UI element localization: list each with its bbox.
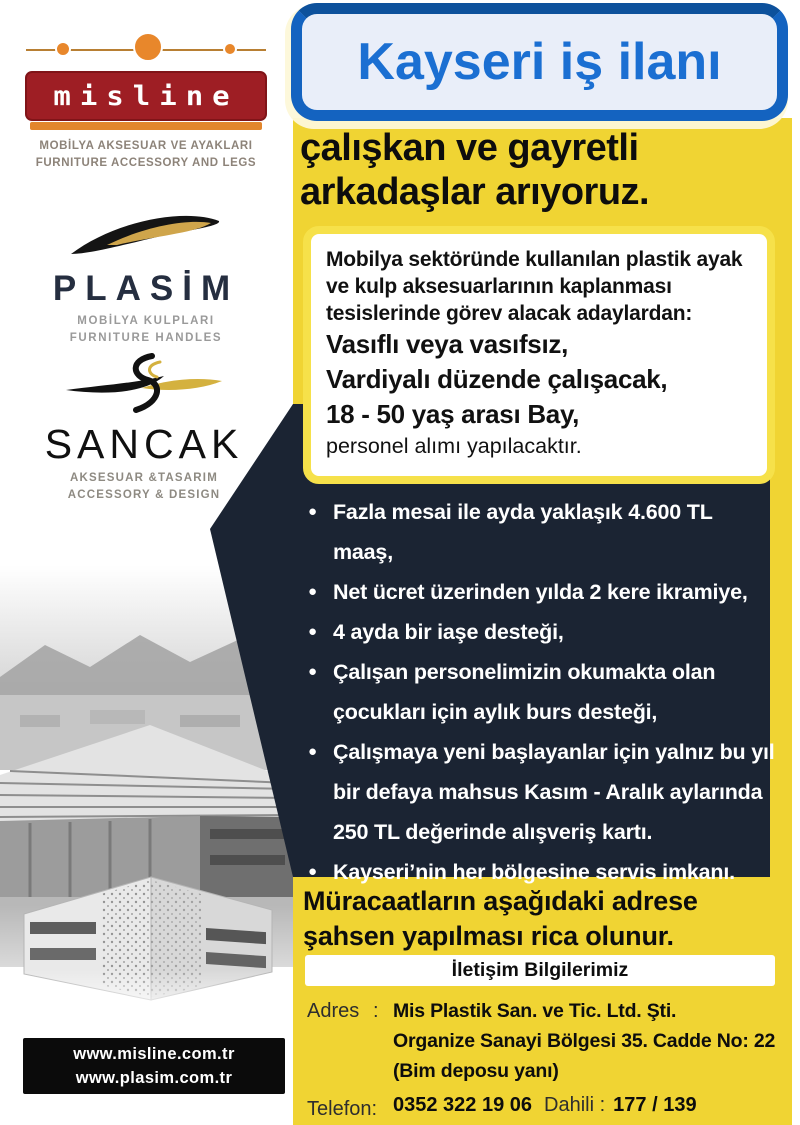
requirement-line3: 18 - 50 yaş arası Bay, — [326, 399, 580, 429]
application-line2: şahsen yapılması rica olunur. — [303, 921, 674, 951]
extension-numbers: 177 / 139 — [613, 1094, 697, 1116]
contact-header: İletişim Bilgilerimiz — [451, 959, 629, 981]
benefit-item: ● Fazla mesai ile ayda yaklaşık 4.600 TL maaş, — [308, 492, 776, 572]
requirement-line2: Vardiyalı düzende çalışacak, — [326, 364, 668, 394]
plasim-wordmark: PLASİM — [52, 269, 240, 308]
website-misline: www.misline.com.tr — [73, 1045, 235, 1063]
address-row — [307, 996, 789, 1086]
intro-closing: personel alımı yapılacaktır. — [326, 434, 582, 458]
plasim-swoosh-icon — [61, 206, 231, 262]
title-badge — [291, 3, 788, 121]
contact-block — [307, 996, 789, 1124]
benefit-item: ● Net ücret üzerinden yılda 2 kere ikramiye, — [308, 572, 776, 612]
extension-label: Dahili : — [544, 1094, 606, 1116]
benefit-item: ● 4 ayda bir iaşe desteği, — [308, 612, 776, 652]
benefit-item: ● Çalışan personelimizin okumakta olan çocukları için aylık burs desteği, — [308, 652, 776, 732]
sancak-caption-en: ACCESSORY & DESIGN — [67, 489, 221, 501]
page-title: Kayseri iş ilanı — [357, 33, 722, 91]
benefits-list — [308, 492, 776, 892]
requirement-line1: Vasıflı veya vasıfsız, — [326, 329, 569, 359]
benefit-item: ● Kayseri’nin her bölgesine servis imkanı. — [308, 852, 776, 892]
plasim-caption-en: FURNITURE HANDLES — [69, 332, 223, 344]
headline-line1: çalışkan ve gayretli — [300, 127, 639, 169]
sancak-caption-tr: AKSESUAR &TASARIM — [70, 472, 218, 484]
application-line1: Müracaatların aşağıdaki adrese — [303, 886, 698, 916]
benefit-item: ● Çalışmaya yeni başlayanlar için yalnız bu yıl bir defaya mahsus Kasım - Aralık aylarında 250 TL değerinde alışveriş kartı. — [308, 732, 776, 852]
sancak-wordmark: SANCAK — [44, 421, 244, 467]
websites-bar — [23, 1038, 285, 1094]
headline — [300, 126, 782, 214]
phone-row — [307, 1094, 789, 1124]
address-label: Adres — [307, 1000, 360, 1022]
address-line1: Mis Plastik San. ve Tic. Ltd. Şti. — [393, 1000, 677, 1022]
website-plasim: www.plasim.com.tr — [75, 1069, 233, 1087]
misline-logo-ornament-icon — [18, 28, 274, 66]
application-heading — [303, 884, 785, 954]
contact-header-bar — [305, 955, 775, 986]
misline-wordmark-box — [25, 71, 267, 121]
misline-logo — [18, 28, 274, 172]
phone-number: 0352 322 19 06 — [393, 1094, 533, 1116]
misline-caption-en: FURNITURE ACCESSORY AND LEGS — [35, 157, 257, 169]
misline-caption-tr: MOBİLYA AKSESUAR VE AYAKLARI — [39, 140, 253, 152]
headline-line2: arkadaşlar arıyoruz. — [300, 171, 650, 213]
address-line3: (Bim deposu yanı) — [393, 1060, 559, 1082]
plasim-caption-tr: MOBİLYA KULPLARI — [77, 315, 215, 327]
address-separator: : — [373, 1000, 379, 1022]
intro-paragraph: Mobilya sektöründe kullanılan plastik ayak ve kulp aksesuarlarının kaplanması tesislerinde görev alacak adaylardan: — [326, 248, 743, 325]
phone-label: Telefon: — [307, 1098, 378, 1120]
plasim-logo — [28, 206, 264, 347]
misline-orange-bar — [30, 122, 262, 130]
address-line2: Organize Sanayi Bölgesi 35. Cadde No: 22 — [393, 1030, 776, 1052]
misline-wordmark: misline — [53, 80, 239, 112]
intro-box — [303, 226, 775, 484]
